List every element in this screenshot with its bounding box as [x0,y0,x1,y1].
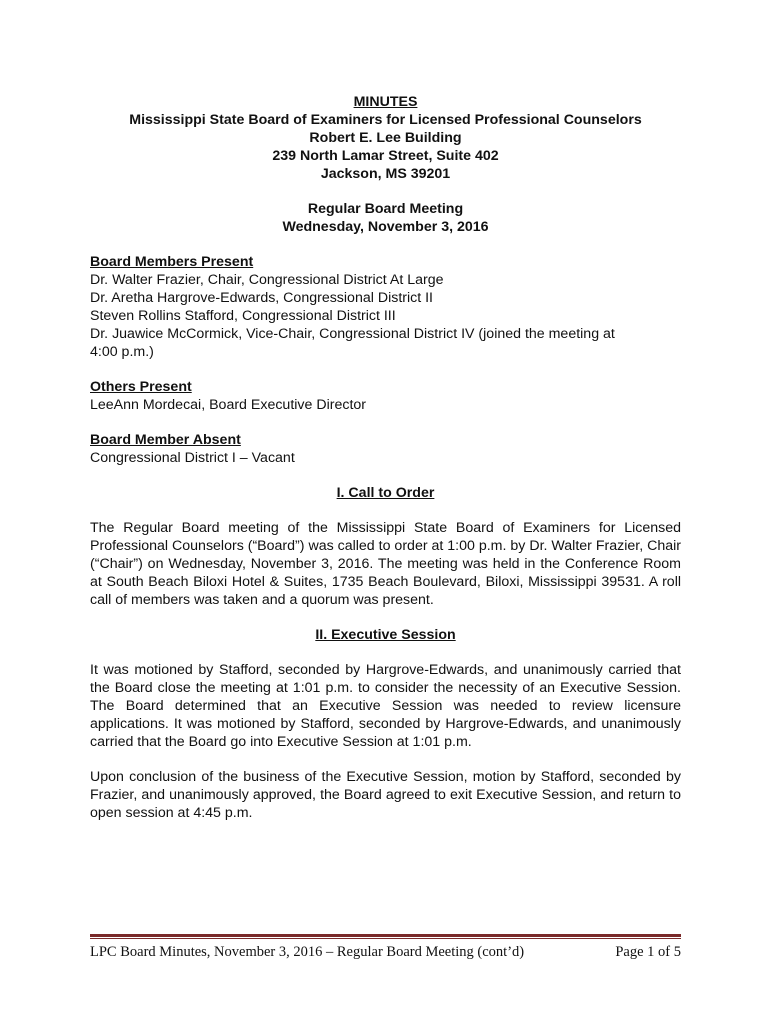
building-name: Robert E. Lee Building [309,130,462,146]
member-line: 4:00 p.m.) [90,344,154,360]
page-footer [90,943,681,961]
page-number: Page 1 of 5 [615,944,681,960]
executive-session-paragraph: It was motioned by Stafford, seconded by Hargrove-Edwards, and unanimously carried that the Board close the meeting at 1:01 p.m. to consider the necessity of an Executive Session. The Board determined that an Executive Session was needed to review licensure applications. It was motioned by Stafford, seconded by Hargrove-Edwards, and unanimously carried that the Board go into Executive Session at 1:01 p.m. [90,662,681,750]
member-absent-section [90,431,681,467]
street-address: 239 North Lamar Street, Suite 402 [272,148,499,164]
board-name: Mississippi State Board of Examiners for Licensed Professional Counselors [129,112,642,128]
member-absent-title: Board Member Absent [90,432,241,448]
city-address: Jackson, MS 39201 [320,166,451,182]
others-line: LeeAnn Mordecai, Board Executive Director [90,397,367,413]
executive-session-paragraph: Upon conclusion of the business of the Executive Session, motion by Stafford, seconded by Frazier, and unanimously approved, the Board agreed to exit Executive Session, and return to open session at 4:45 p.m. [90,769,681,821]
others-present-section [90,378,681,414]
footer-rule-thin [90,938,681,939]
minutes-heading: MINUTES [353,94,418,110]
member-line: Dr. Juawice McCormick, Vice-Chair, Congressional District IV (joined the meeting at [90,326,615,342]
executive-session-title: II. Executive Session [315,627,456,643]
member-line: Dr. Walter Frazier, Chair, Congressional District At Large [90,272,444,288]
document-page [90,93,681,822]
footer-title: LPC Board Minutes, November 3, 2016 – Regular Board Meeting (cont’d) [90,944,525,960]
others-present-title: Others Present [90,379,192,395]
member-line: Dr. Aretha Hargrove-Edwards, Congressional District II [90,290,433,306]
members-present-title: Board Members Present [90,254,254,270]
footer-rule [90,934,681,937]
document-header [90,93,681,236]
call-to-order-title: I. Call to Order [336,485,435,501]
absent-line: Congressional District I – Vacant [90,450,295,466]
meeting-type: Regular Board Meeting [307,201,464,217]
member-line: Steven Rollins Stafford, Congressional District III [90,308,396,324]
meeting-date: Wednesday, November 3, 2016 [282,219,489,235]
call-to-order-text: The Regular Board meeting of the Mississippi State Board of Examiners for Licensed Professional Counselors (“Board”) was called to order at 1:00 p.m. by Dr. Walter Frazier, Chair (“Chair”) on Wednesday, November 3, 2016. The meeting was held in the Conference Room at South Beach Biloxi Hotel & Suites, 1735 Beach Boulevard, Biloxi, Mississippi 39531. A roll call of members was taken and a quorum was present. [90,520,681,608]
members-present-section [90,253,681,361]
